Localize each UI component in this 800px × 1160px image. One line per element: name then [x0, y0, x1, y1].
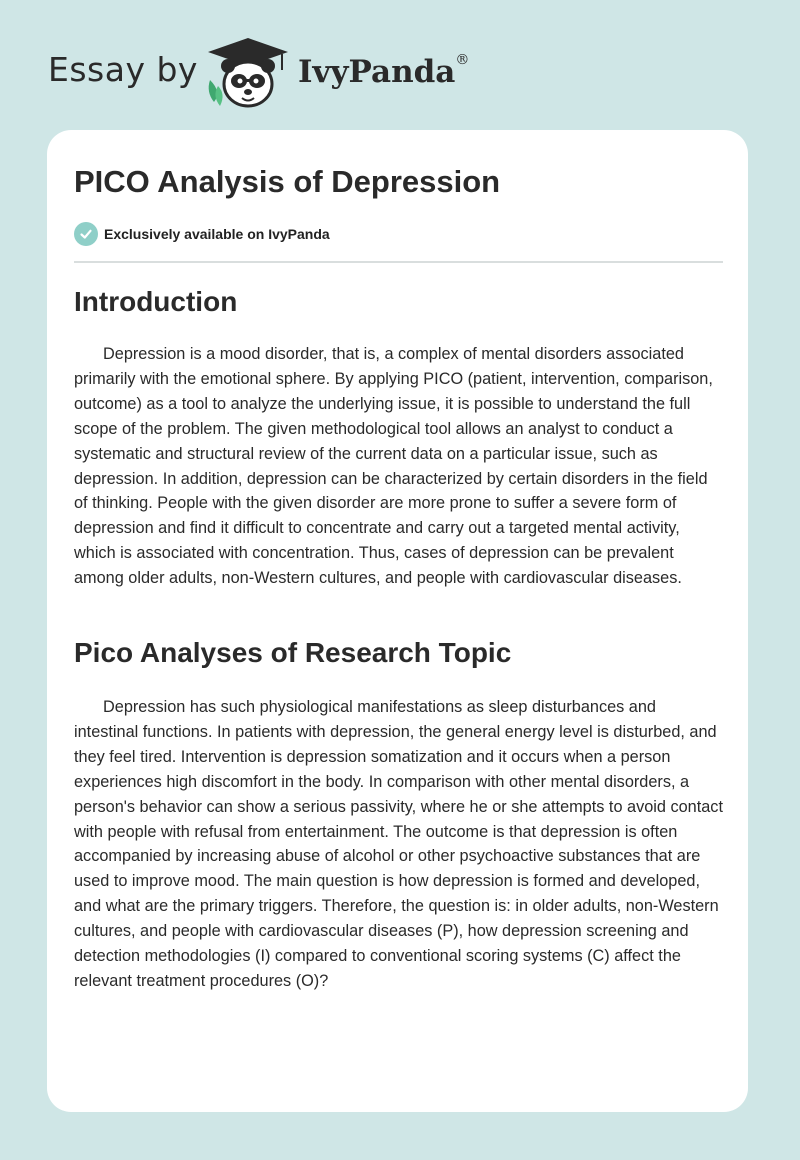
panda-logo-icon[interactable]: [202, 36, 294, 110]
site-header: [48, 36, 508, 110]
section-body-introduction: Depression is a mood disorder, that is, a complex of mental disorders associated primarily with the emotional sphere. By applying PICO (patient, intervention, comparison, outcome) as a tool to analyze the underlying issue, it is possible to understand the full scope of the problem. The given methodological tool allows an analyst to conduct a systematic and structural review of the current data on a particular issue, such as depression. In addition, depression can be characterized by certain disorders in the field of thinking. People with the given disorder are more prone to suffer a severe form of depression and find it difficult to concentrate and carry out a targeted mental activity, which is associated with concentration. Thus, cases of depression can be prevalent among older adults, non-Western cultures, and people with cardiovascular diseases.: [74, 345, 713, 588]
section-body-pico-analyses: Depression has such physiological manifestations as sleep disturbances and intestinal functions. In patients with depression, the general energy level is disturbed, and they feel tired. Intervention is depression somatization and it occurs when a person experiences high discomfort in the body. In comparison with other mental disorders, a person's behavior can show a serious passivity, where he or she attempts to avoid contact with people with refusal from entertainment. The outcome is that depression is often accompanied by increasing abuse of alcohol or other psychoactive substances that are used to improve mood. The main question is how depression is formed and developed, and what are the primary triggers. Therefore, the question is: in older adults, non-Western cultures, and people with cardiovascular diseases (P), how depression screening and detection methodologies (I) compared to conventional scoring systems (C) affect the relevant treatment procedures (O)?: [74, 698, 723, 990]
exclusive-label: Exclusively available on IvyPanda: [104, 226, 330, 242]
essay-by-label: Essay by: [48, 50, 198, 89]
divider: [74, 261, 723, 263]
brand-text: IvyPanda: [298, 54, 456, 90]
section-heading-pico-analyses: Pico Analyses of Research Topic: [74, 637, 512, 668]
check-icon: [74, 222, 98, 246]
brand-name[interactable]: [298, 54, 469, 90]
page-title: PICO Analysis of Depression: [74, 164, 501, 199]
section-heading-introduction: Introduction: [74, 286, 238, 317]
registered-mark: ®: [455, 52, 470, 68]
exclusive-badge: [74, 222, 330, 246]
essay-card: [47, 130, 748, 1112]
